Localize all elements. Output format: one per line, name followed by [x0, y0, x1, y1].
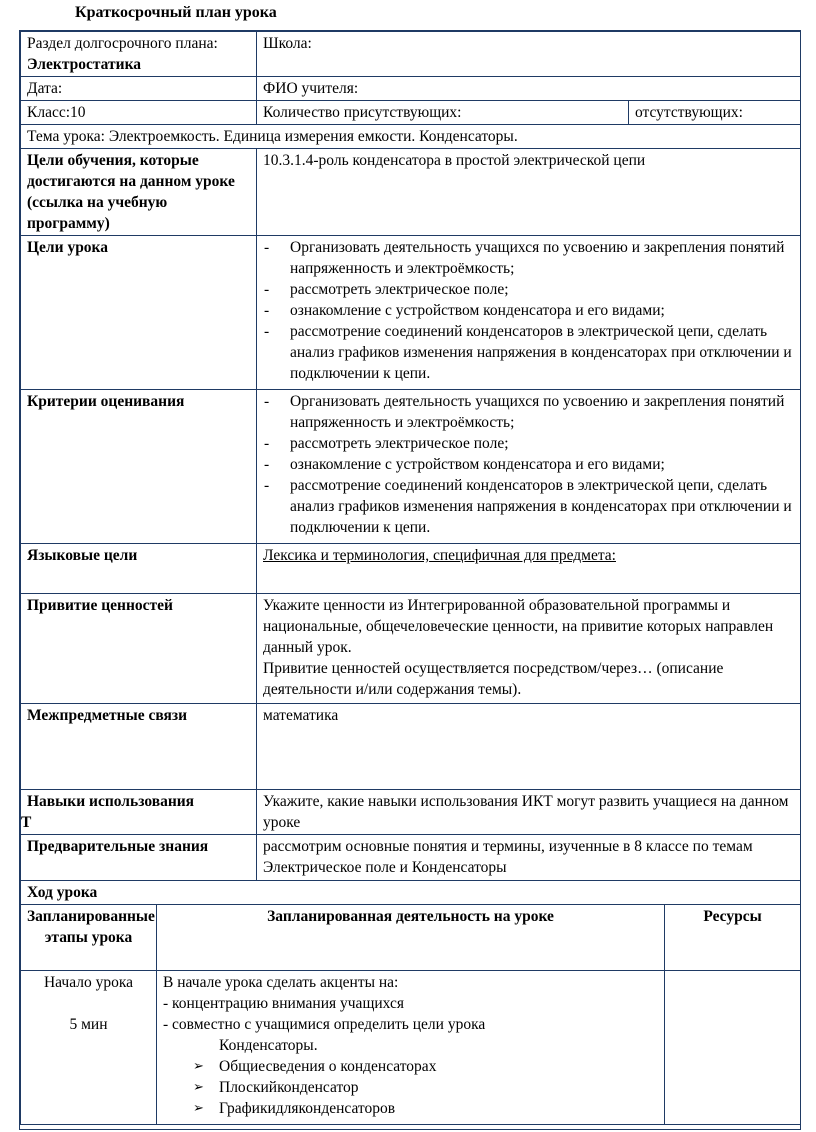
course-table [20, 904, 801, 1125]
course-heading: Ход урока [21, 881, 801, 905]
list-item: ➢ Плоскийконденсатор [193, 1079, 359, 1096]
inter-label: Межпредметные связи [21, 704, 257, 790]
lesson-goals-label: Цели урока [21, 236, 257, 390]
col-resources: Ресурсы [665, 905, 801, 971]
list-item: - рассмотрение соединений конденсаторов в электрической цепи, сделать анализ графиков изменения напряжения в конденсаторах при отключении и подключении к цепи. [263, 321, 794, 384]
ict-value: Укажите, какие навыки использования ИКТ могут развить учащиеся на данном уроке [257, 790, 801, 835]
inter-value: математика [257, 704, 801, 790]
section-value: Электростатика [27, 56, 142, 73]
page-title: Краткосрочный план урока [75, 4, 277, 21]
values-text-1: Укажите ценности из Интегрированной образовательной программы и национальные, общечеловеческие ценности, на привитие которых направлен данный урок. [263, 597, 774, 656]
values-text-2: Привитие ценностей осуществляется посредством/через… (описание деятельности и/или содержания темы). [263, 660, 724, 698]
list-item: - Организовать деятельность учащихся по усвоению и закрепления понятий напряженность и электроёмкость; [263, 391, 794, 433]
activity-line: - совместно с учащимися определить цели урока [163, 1016, 486, 1033]
activity-line: - концентрацию внимания учащихся [163, 995, 404, 1012]
language-text: Лексика и терминология, специфичная для предмета: [263, 547, 616, 564]
list-item: - рассмотрение соединений конденсаторов в электрической цепи, сделать анализ графиков изменения напряжения в конденсаторах при отключении и подключении к цепи. [263, 475, 794, 538]
topic-cell: Тема урока: Электроемкость. Единица измерения емкости. Конденсаторы. [21, 125, 801, 149]
list-item: - ознакомление с устройством конденсатора и его видами; [263, 454, 794, 475]
criteria-value [257, 390, 801, 544]
ict-label-cell [21, 790, 257, 835]
list-item: ➢ Графикидляконденсаторов [193, 1100, 396, 1117]
list-item: - ознакомление с устройством конденсатора и его видами; [263, 300, 794, 321]
class-cell: Класс:10 [21, 101, 257, 125]
col-activity: Запланированная деятельность на уроке [157, 905, 665, 971]
teacher-cell: ФИО учителя: [257, 77, 801, 101]
absent-cell: отсутствующих: [629, 101, 801, 125]
col-stages: Запланированные этапы урока [21, 905, 157, 971]
values-label: Привитие ценностей [21, 594, 257, 704]
section-label: Раздел долгосрочного плана: [27, 35, 218, 52]
stage-cell [21, 971, 157, 1125]
activity-cell [157, 971, 665, 1125]
list-item: - рассмотреть электрическое поле; [263, 279, 794, 300]
activity-points [163, 1056, 658, 1119]
list-item: ➢ Общиесведения о конденсаторах [193, 1058, 437, 1075]
language-label: Языковые цели [21, 544, 257, 594]
criteria-list [263, 391, 794, 538]
arrow-bullet-icon: ➢ [193, 1101, 204, 1116]
activity-topic: Конденсаторы. [219, 1037, 318, 1054]
school-cell: Школа: [257, 32, 801, 77]
stage-name: Начало урока [43, 974, 134, 991]
present-cell: Количество присутствующих: [257, 101, 629, 125]
prior-label: Предварительные знания [21, 835, 257, 881]
section-cell [21, 32, 257, 77]
ict-label-tail: Т [21, 814, 32, 831]
criteria-label: Критерии оценивания [21, 390, 257, 544]
date-cell: Дата: [21, 77, 257, 101]
header-table [20, 31, 801, 905]
list-item: - рассмотреть электрическое поле; [263, 433, 794, 454]
lesson-goals-list [263, 237, 794, 384]
learning-goals-label: Цели обучения, которые достигаются на данном уроке (ссылка на учебную программу) [21, 149, 257, 236]
language-value [257, 544, 801, 594]
list-item: - Организовать деятельность учащихся по усвоению и закрепления понятий напряженность и электроёмкость; [263, 237, 794, 279]
learning-goals-value: 10.3.1.4-роль конденсатора в простой электрической цепи [257, 149, 801, 236]
resources-cell [665, 971, 801, 1125]
lesson-plan-table [19, 30, 801, 1130]
values-value [257, 594, 801, 704]
arrow-bullet-icon: ➢ [193, 1059, 204, 1074]
activity-intro: В начале урока сделать акценты на: [163, 974, 399, 991]
lesson-goals-value [257, 236, 801, 390]
arrow-bullet-icon: ➢ [193, 1080, 204, 1095]
prior-value: рассмотрим основные понятия и термины, изученные в 8 классе по темам Электрическое поле и Конденсаторы [257, 835, 801, 881]
stage-time: 5 мин [69, 1016, 108, 1033]
ict-label: Навыки использования [27, 793, 195, 810]
